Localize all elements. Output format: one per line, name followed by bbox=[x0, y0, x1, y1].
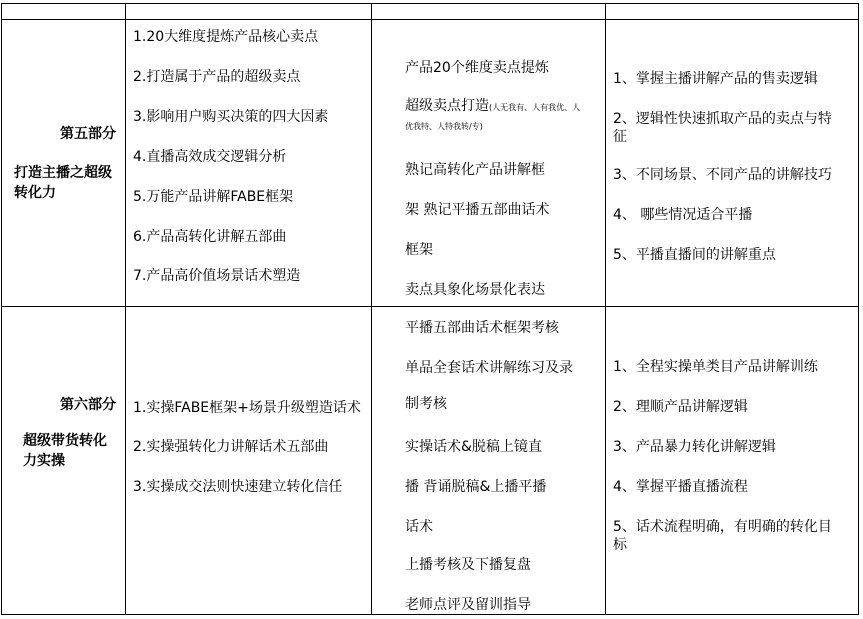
goal-item: 3、产品暴力转化讲解逻辑 bbox=[613, 439, 776, 455]
content-item: 7.产品高价值场景话术塑造 bbox=[133, 268, 301, 284]
practice-line: 熟记高转化产品讲解框 bbox=[405, 162, 545, 178]
practice-note-line: 优我特、人特我转/专) bbox=[405, 122, 483, 131]
table-row bbox=[2, 307, 859, 615]
content-item: 4.直播高效成交逻辑分析 bbox=[133, 149, 287, 165]
goal-item: 4、掌握平播直播流程 bbox=[613, 479, 748, 495]
practice-line: 架 熟记平播五部曲话术 bbox=[405, 202, 550, 218]
header-cell bbox=[372, 4, 606, 20]
content-item: 3.实操成交法则快速建立转化信任 bbox=[133, 479, 343, 495]
practice-line: 实操话术&脱稿上镜直 bbox=[405, 439, 542, 455]
header-cell bbox=[2, 4, 126, 20]
practice-line: 单品全套话术讲解练习及录 bbox=[405, 360, 573, 376]
course-table bbox=[1, 3, 859, 615]
table-row bbox=[2, 20, 859, 307]
section-title-cell bbox=[2, 307, 126, 615]
practice-line: 卖点具象化场景化表达 bbox=[405, 282, 545, 298]
header-row bbox=[2, 4, 859, 20]
practice-cell bbox=[372, 307, 606, 615]
practice-line bbox=[405, 98, 580, 114]
goal-item: 5、平播直播间的讲解重点 bbox=[613, 247, 776, 263]
practice-line: 产品20个维度卖点提炼 bbox=[405, 60, 549, 76]
goal-item: 3、不同场景、不同产品的讲解技巧 bbox=[613, 167, 832, 183]
section-name-line: 打造主播之超级 bbox=[14, 165, 112, 181]
goals-cell bbox=[606, 307, 859, 615]
section-name-line: 力实操 bbox=[23, 453, 65, 469]
content-item: 1.实操FABE框架+场景升级塑造话术 bbox=[133, 400, 361, 416]
goal-item: 征 bbox=[613, 129, 627, 145]
content-item: 5.万能产品讲解FABE框架 bbox=[133, 189, 294, 205]
goal-item: 2、逻辑性快速抓取产品的卖点与特 bbox=[613, 111, 832, 127]
practice-main-text: 超级卖点打造 bbox=[405, 98, 489, 114]
practice-line: 制考核 bbox=[405, 396, 447, 412]
section-part-label: 第六部分 bbox=[60, 397, 116, 413]
content-item: 2.实操强转化力讲解话术五部曲 bbox=[133, 439, 329, 455]
practice-line: 上播考核及下播复盘 bbox=[405, 557, 531, 573]
goal-item: 5、话术流程明确，有明确的转化目 bbox=[613, 519, 832, 535]
goal-item: 4、 哪些情况适合平播 bbox=[613, 207, 753, 223]
header-cell bbox=[606, 4, 859, 20]
practice-line: 平播五部曲话术框架考核 bbox=[405, 320, 559, 336]
section-title-cell bbox=[2, 20, 126, 307]
content-item: 3.影响用户购买决策的四大因素 bbox=[133, 109, 329, 125]
practice-line: 框架 bbox=[405, 242, 433, 258]
content-item: 6.产品高转化讲解五部曲 bbox=[133, 229, 287, 245]
practice-cell bbox=[372, 20, 606, 307]
section-name-line: 超级带货转化 bbox=[23, 433, 107, 449]
goal-item: 标 bbox=[613, 537, 627, 553]
header-cell bbox=[126, 4, 372, 20]
goals-cell bbox=[606, 20, 859, 307]
content-cell bbox=[126, 307, 372, 615]
practice-line: 播 背诵脱稿&上播平播 bbox=[405, 479, 547, 495]
goal-item: 2、理顺产品讲解逻辑 bbox=[613, 399, 748, 415]
practice-note-text: (人无我有、人有我优、人 bbox=[489, 103, 581, 112]
goal-item: 1、全程实操单类目产品讲解训练 bbox=[613, 359, 818, 375]
section-name-line: 转化力 bbox=[14, 185, 56, 201]
practice-line: 话术 bbox=[405, 519, 433, 535]
content-cell bbox=[126, 20, 372, 307]
content-item: 2.打造属于产品的超级卖点 bbox=[133, 69, 301, 85]
practice-line: 老师点评及留训指导 bbox=[405, 597, 531, 613]
goal-item: 1、掌握主播讲解产品的售卖逻辑 bbox=[613, 71, 818, 87]
content-item: 1.20大维度提炼产品核心卖点 bbox=[133, 29, 319, 45]
section-part-label: 第五部分 bbox=[60, 126, 116, 142]
